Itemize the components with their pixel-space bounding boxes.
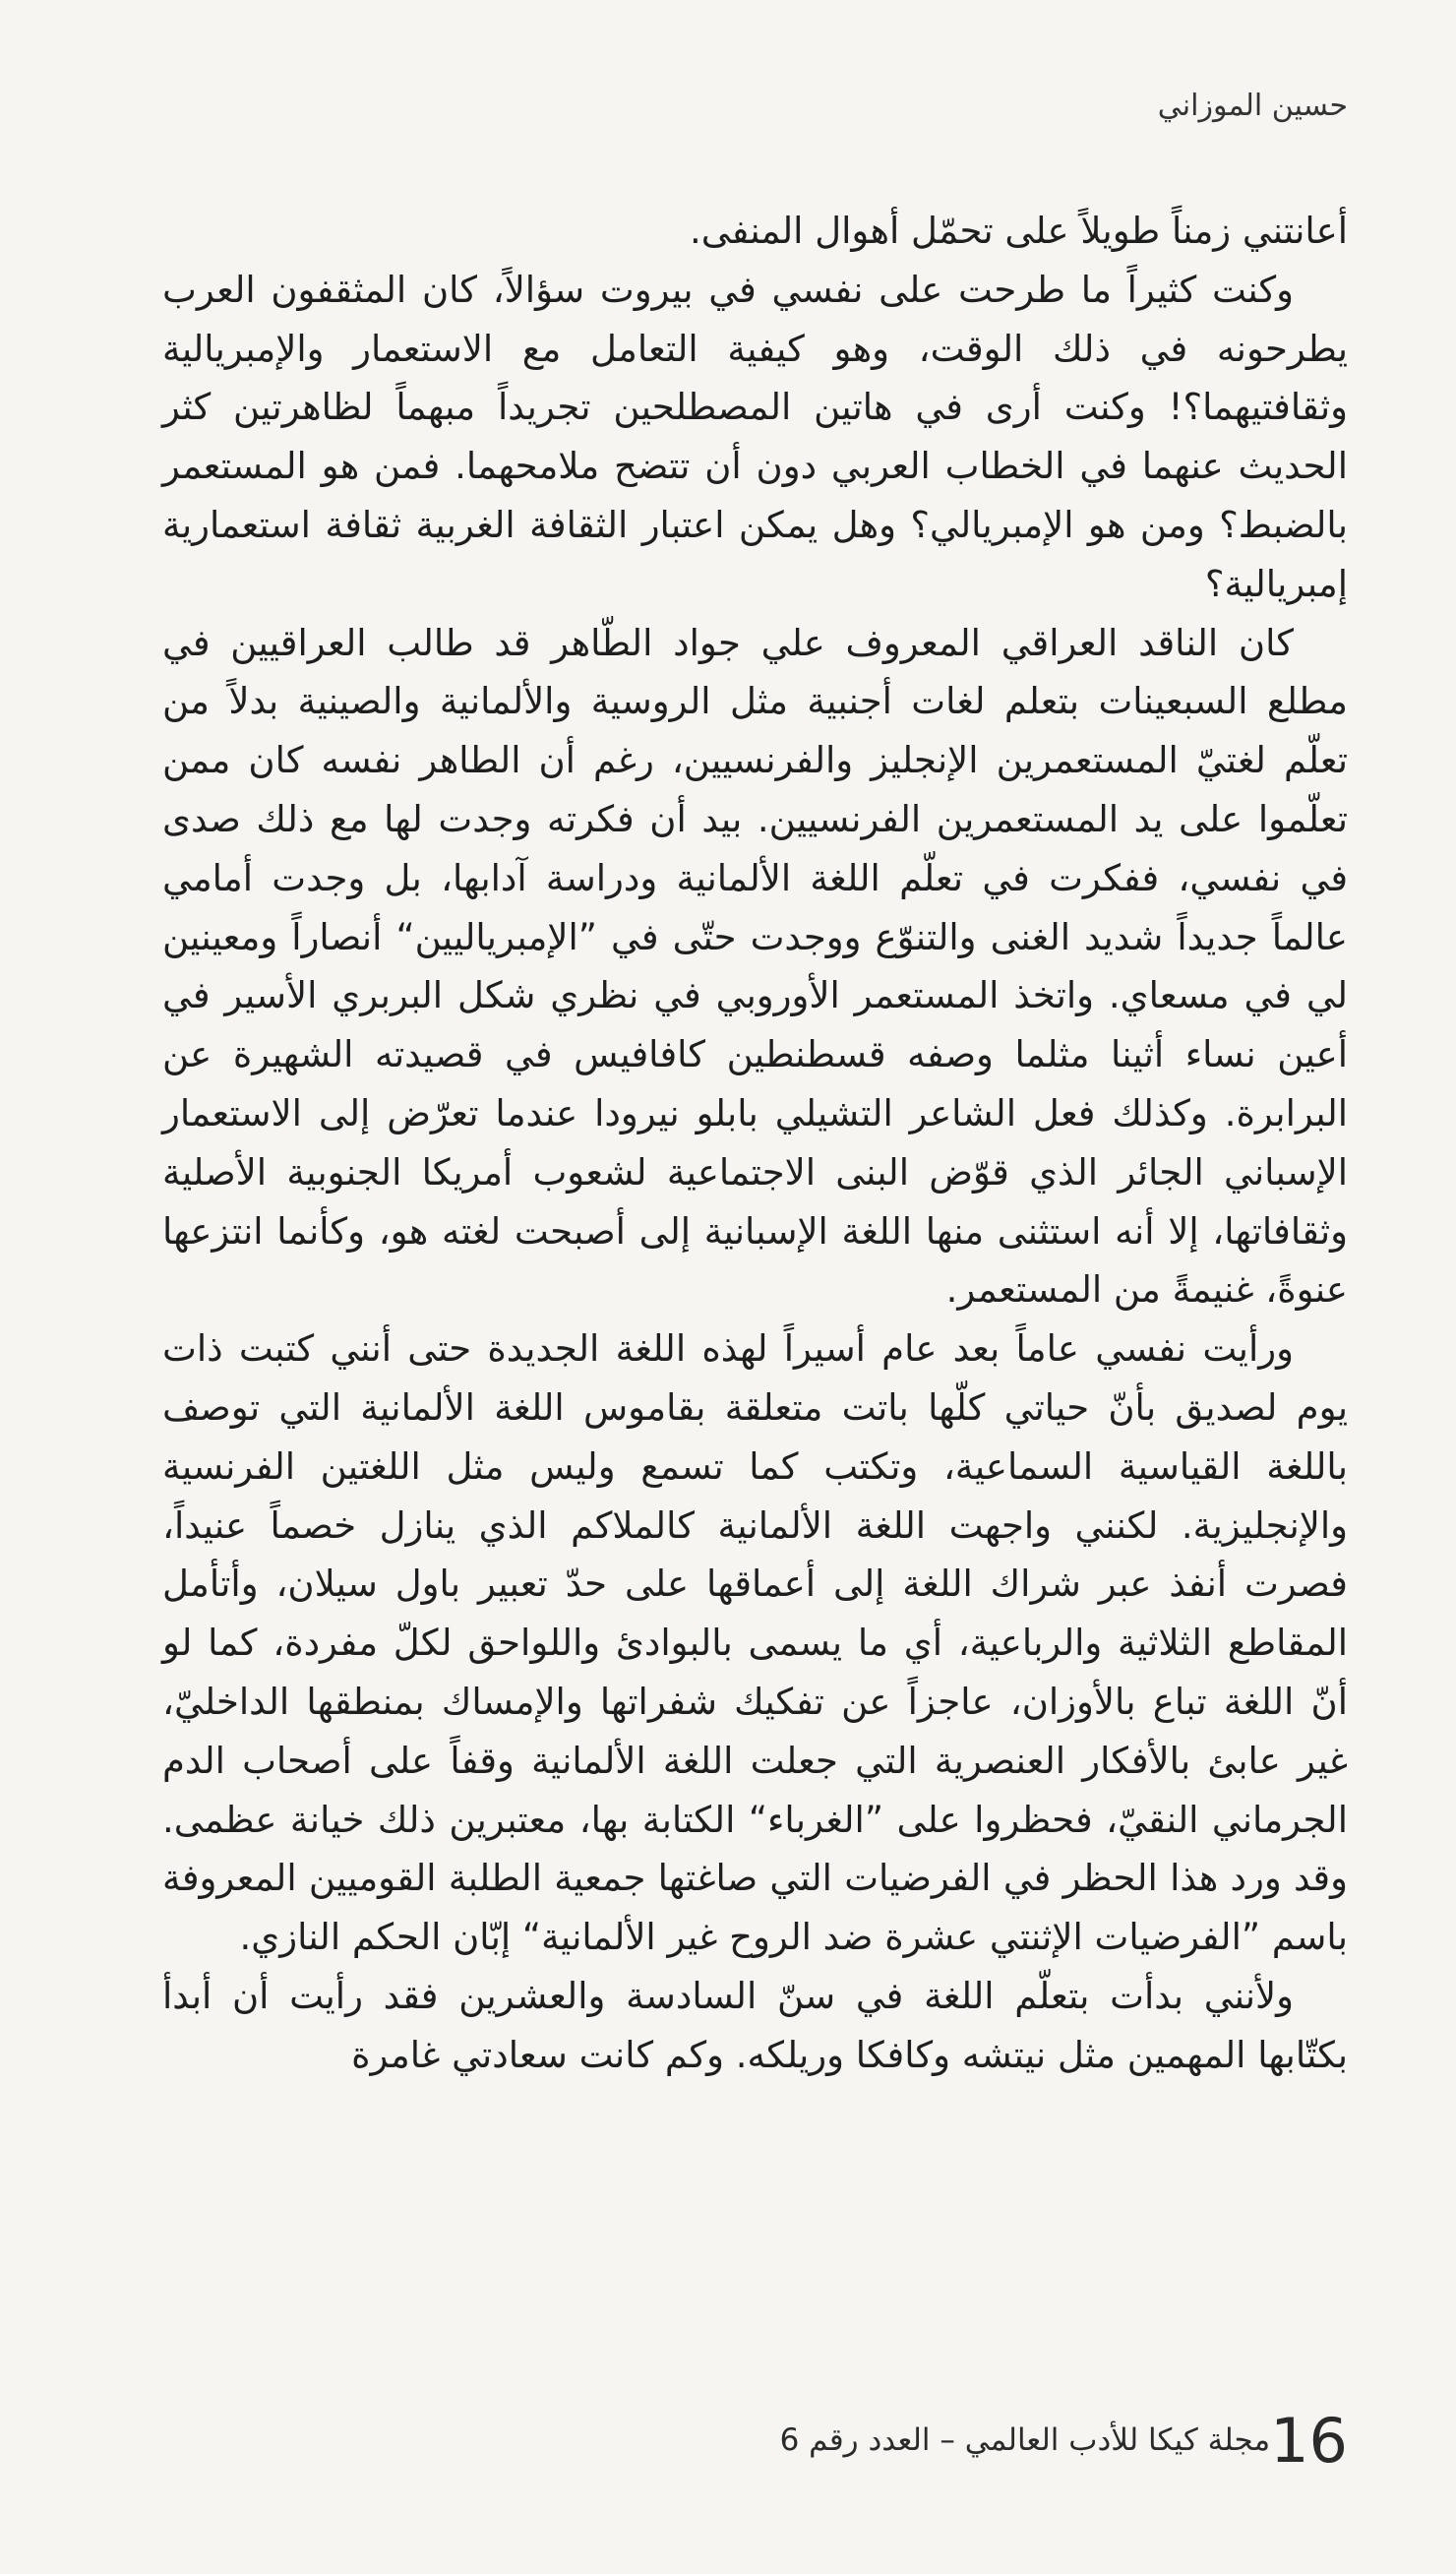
page-footer xyxy=(197,2401,1348,2480)
paragraph: ورأيت نفسي عاماً بعد عام أسيراً لهذه اللغة الجديدة حتى أنني كتبت ذات يوم لصديق بأنّ حياتي كلّها باتت متعلقة بقاموس اللغة الألمانية التي توصف باللغة القياسية السماعية، وتكتب كما تسمع وليس مثل اللغتين الفرنسية والإنجليزية. لكنني واجهت اللغة الألمانية كالملاكم الذي ينازل خصماً عنيداً، فصرت أنفذ عبر شراك اللغة إلى أعماقها على حدّ تعبير باول سيلان، وأتأمل المقاطع الثلاثية والرباعية، أي ما يسمى بالبوادئ واللواحق لكلّ مفردة، كما لو أنّ اللغة تباع بالأوزان، عاجزاً عن تفكيك شفراتها والإمساك بمنطقها الداخليّ، غير عابئ بالأفكار العنصرية التي جعلت اللغة الألمانية وقفاً على أصحاب الدم الجرماني النقيّ، فحظروا على ”الغرباء“ الكتابة بها، معتبرين ذلك خيانة عظمى. وقد ورد هذا الحظر في الفرضيات التي صاغتها جمعية الطلبة القوميين المعروفة باسم ”الفرضيات الإثنتي عشرة ضد الروح غير الألمانية“ إبّان الحكم النازي. xyxy=(162,1327,1348,1959)
paragraph: كان الناقد العراقي المعروف علي جواد الطّاهر قد طالب العراقيين في مطلع السبعينات بتعلم لغات أجنبية مثل الروسية والألمانية والصينية بدلاً من تعلّم لغتيّ المستعمرين الإنجليز والفرنسيين، رغم أن الطاهر نفسه كان ممن تعلّموا على يد المستعمرين الفرنسيين. بيد أن فكرته وجدت لها مع ذلك صدى في نفسي، ففكرت في تعلّم اللغة الألمانية ودراسة آدابها، بل وجدت أمامي عالماً جديداً شديد الغنى والتنوّع ووجدت حتّى في ”الإمبرياليين“ أنصاراً ومعينين لي في مسعاي. واتخذ المستعمر الأوروبي في نظري شكل البربري الأسير في أعين نساء أثينا مثلما وصفه قسطنطين كافافيس في قصيدته الشهيرة عن البرابرة. وكذلك فعل الشاعر التشيلي بابلو نيرودا عندما تعرّض إلى الاستعمار الإسباني الجائر الذي قوّض البنى الاجتماعية لشعوب أمريكا الجنوبية الأصلية وثقافاتها، إلا أنه استثنى منها اللغة الإسبانية إلى أصبحت لغته هو، وكأنما انتزعها عنوةً، غنيمةً من المستعمر. xyxy=(162,621,1348,1312)
paragraph: أعانتني زمناً طويلاً على تحمّل أهوال المنفى. xyxy=(690,210,1348,252)
paragraph: وكنت كثيراً ما طرحت على نفسي في بيروت سؤالاً، كان المثقفون العرب يطرحونه في ذلك الوقت، وهو كيفية التعامل مع الاستعمار والإمبريالية وثقافتيهما؟! وكنت أرى في هاتين المصطلحين تجريداً مبهماً لظاهرتين كثر الحديث عنهما في الخطاب العربي دون أن تتضح ملامحهما. فمن هو المستعمر بالضبط؟ ومن هو الإمبريالي؟ وهل يمكن اعتبار الثقافة الغربية ثقافة استعمارية إمبريالية؟ xyxy=(162,268,1348,605)
journal-name: مجلة كيكا للأدب العالمي – العدد رقم 6 xyxy=(779,2422,1271,2458)
paragraph: ولأنني بدأت بتعلّم اللغة في سنّ السادسة والعشرين فقد رأيت أن أبدأ بكتّابها المهمين مثل نيتشه وكافكا وريلكه. وكم كانت سعادتي غامرة xyxy=(162,1974,1348,2076)
running-header-author: حسين الموزاني xyxy=(1157,89,1348,123)
page-number: 16 xyxy=(1270,2404,1348,2477)
article-body xyxy=(162,202,1348,2085)
